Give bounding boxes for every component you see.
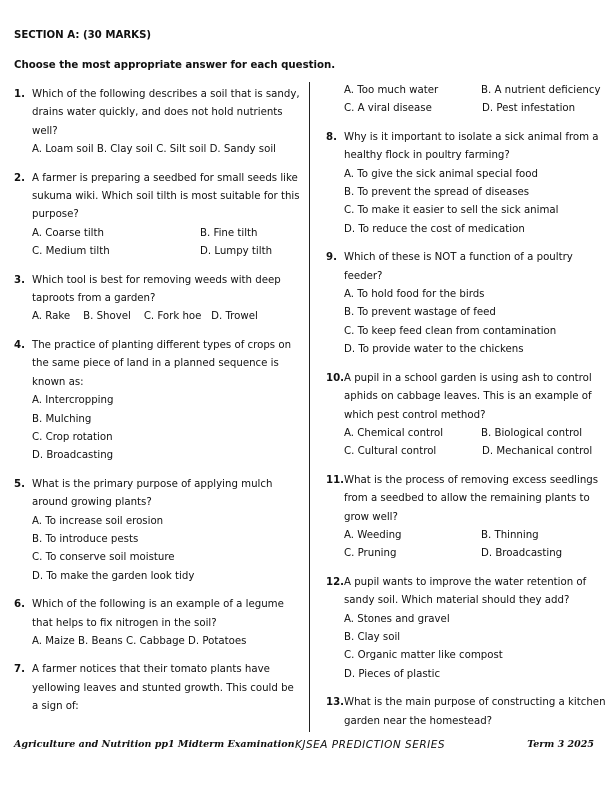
- question-number: 4.: [14, 339, 25, 351]
- option-b: B. Mulching: [32, 413, 92, 425]
- option-d: D. Lumpy tilth: [200, 246, 273, 258]
- footer-term: Term 3 2025: [527, 739, 594, 750]
- option-d: D. To provide water to the chickens: [344, 344, 524, 356]
- option-d: D. To reduce the cost of medication: [344, 223, 525, 235]
- option-a: A. To give the sick animal special food: [344, 168, 538, 180]
- question-text: Which of these is NOT a function of a poultry feeder?: [344, 252, 573, 282]
- question-number: 7.: [14, 664, 25, 676]
- question-options: A. Loam soil B. Clay soil C. Silt soil D. Sandy soil: [32, 144, 277, 156]
- question-text: What is the main purpose of constructing a kitchen garden near the homestead?: [344, 697, 606, 727]
- option-d: D. Pest infestation: [482, 103, 576, 115]
- question-7-options: [326, 82, 606, 119]
- option-a: A. Stones and gravel: [344, 613, 450, 625]
- question-2: [14, 170, 300, 262]
- option-c: C. To make it easier to sell the sick animal: [344, 205, 559, 217]
- question-number: 6.: [14, 599, 25, 611]
- question-options: A. Maize B. Beans C. Cabbage D. Potatoes: [32, 635, 247, 647]
- question-text: Which of the following is an example of a legume that helps to fix nitrogen in the soil?: [32, 599, 284, 629]
- option-b: B. Fine tilth: [200, 227, 258, 239]
- option-a: A. Intercropping: [32, 395, 114, 407]
- page-footer: [14, 739, 594, 759]
- option-a: A. Chemical control: [344, 427, 444, 439]
- question-number: 8.: [326, 131, 337, 143]
- question-text: The practice of planting different types of crops on the same piece of land in a planned sequence is known as:: [32, 339, 292, 388]
- option-b: B. To prevent wastage of feed: [344, 307, 496, 319]
- footer-subject: Agriculture and Nutrition pp1 Midterm Examination: [14, 739, 295, 750]
- question-number: 1.: [14, 89, 25, 100]
- question-options: A. Rake B. Shovel C. Fork hoe D. Trowel: [32, 311, 258, 323]
- question-number: 2.: [14, 172, 25, 184]
- question-number: 13.: [326, 697, 345, 709]
- question-5: [14, 476, 300, 586]
- question-number: 3.: [14, 274, 25, 286]
- option-b: B. A nutrient deficiency: [481, 85, 601, 96]
- option-a: A. To hold food for the birds: [344, 289, 485, 301]
- question-text: A farmer notices that their tomato plants have yellowing leaves and stunted growth. This could be a sign of:: [32, 664, 294, 713]
- option-c: C. Crop rotation: [32, 431, 113, 443]
- left-column: [14, 86, 300, 727]
- question-text: Why is it important to isolate a sick animal from a healthy flock in poultry farming?: [344, 131, 599, 162]
- question-9: [326, 249, 606, 359]
- option-b: B. To prevent the spread of diseases: [344, 187, 530, 199]
- option-b: B. To introduce pests: [32, 533, 139, 545]
- question-text: A pupil wants to improve the water retention of sandy soil. Which material should they add?: [344, 576, 587, 607]
- question-number: 5.: [14, 478, 25, 490]
- option-d: D. Broadcasting: [32, 450, 114, 462]
- option-c: C. A viral disease: [344, 103, 432, 115]
- option-a: A. Too much water: [344, 85, 439, 96]
- footer-series: KJSEA PREDICTION SERIES: [295, 739, 446, 751]
- option-b: B. Clay soil: [344, 631, 401, 643]
- option-c: C. To keep feed clean from contamination: [344, 325, 557, 337]
- option-d: D. Mechanical control: [482, 446, 593, 458]
- option-d: D. To make the garden look tidy: [32, 570, 195, 582]
- question-number: 10.: [326, 372, 345, 384]
- option-d: D. Broadcasting: [481, 548, 563, 560]
- question-8: [326, 129, 606, 239]
- question-number: 12.: [326, 576, 345, 588]
- option-c: C. Medium tilth: [32, 246, 110, 258]
- question-text: A pupil in a school garden is using ash to control aphids on cabbage leaves. This is an example of which pest control method?: [344, 372, 592, 421]
- question-11: [326, 472, 606, 564]
- instruction: Choose the most appropriate answer for each question.: [14, 60, 336, 71]
- question-3: [14, 272, 300, 327]
- question-4: [14, 337, 300, 466]
- column-divider: [309, 82, 310, 732]
- option-d: D. Pieces of plastic: [344, 668, 441, 680]
- section-title: SECTION A: (30 MARKS): [14, 30, 152, 41]
- option-c: C. Organic matter like compost: [344, 650, 503, 662]
- right-column: [326, 86, 606, 741]
- option-c: C. To conserve soil moisture: [32, 552, 175, 564]
- option-b: B. Thinning: [481, 529, 539, 541]
- question-6: [14, 596, 300, 651]
- question-text: Which of the following describes a soil that is sandy, drains water quickly, and does not hold nutrients well?: [32, 89, 300, 137]
- question-text: What is the primary purpose of applying mulch around growing plants?: [32, 478, 273, 509]
- option-a: A. Weeding: [344, 529, 402, 541]
- question-number: 11.: [326, 474, 345, 486]
- question-13: [326, 694, 606, 731]
- option-c: C. Cultural control: [344, 446, 437, 458]
- question-number: 9.: [326, 252, 337, 264]
- question-text: What is the process of removing excess seedlings from a seedbed to allow the remaining plants to grow well?: [344, 474, 599, 523]
- question-1: [14, 86, 300, 160]
- question-12: [326, 574, 606, 684]
- question-10: [326, 370, 606, 462]
- question-7: [14, 661, 300, 716]
- question-text: A farmer is preparing a seedbed for small seeds like sukuma wiki. Which soil tilth is most suitable for this purpose?: [32, 172, 300, 221]
- option-a: A. To increase soil erosion: [32, 515, 164, 527]
- option-b: B. Biological control: [481, 427, 583, 439]
- question-text: Which tool is best for removing weeds with deep taproots from a garden?: [32, 274, 281, 305]
- option-c: C. Pruning: [344, 548, 397, 560]
- option-a: A. Coarse tilth: [32, 227, 104, 239]
